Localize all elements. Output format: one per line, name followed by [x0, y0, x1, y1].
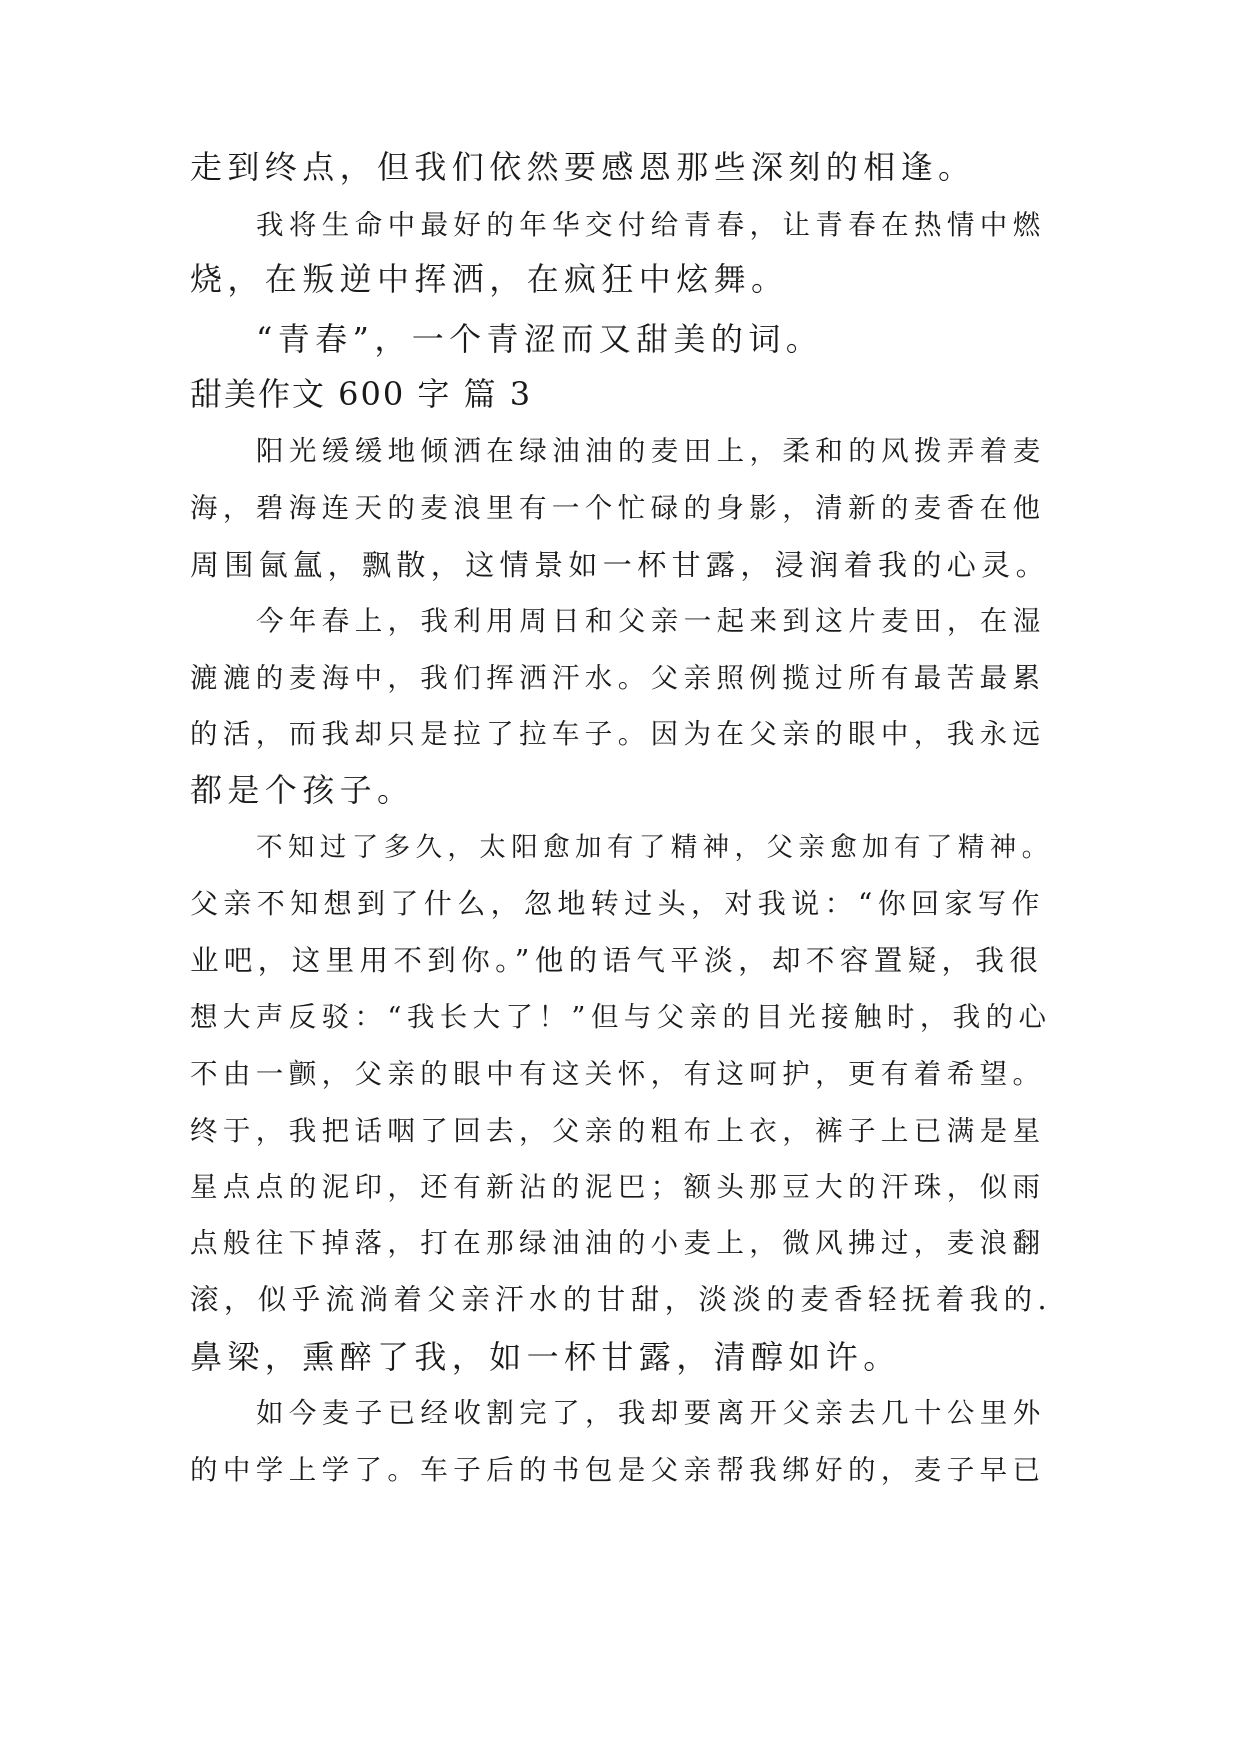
paragraph-line: 点般往下掉落，打在那绿油油的小麦上，微风拂过，麦浪翻 [190, 1227, 1046, 1259]
paragraph-line: 走到终点，但我们依然要感恩那些深刻的相逢。 [190, 148, 976, 186]
paragraph-line: 鼻梁，熏醉了我，如一杯甘露，清醇如许。 [190, 1338, 901, 1376]
paragraph-line: 的活，而我却只是拉了拉车子。因为在父亲的眼中，我永远 [190, 718, 1046, 750]
paragraph-line: 烧，在叛逆中挥洒，在疯狂中炫舞。 [190, 260, 789, 298]
paragraph-line: 海，碧海连天的麦浪里有一个忙碌的身影，清新的麦香在他 [190, 492, 1046, 524]
paragraph-line: 滚，似乎流淌着父亲汗水的甘甜，淡淡的麦香轻抚着我的. [190, 1283, 1052, 1316]
paragraph-line: 漉漉的麦海中，我们挥洒汗水。父亲照例揽过所有最苦最累 [190, 662, 1046, 694]
paragraph-line: 不知过了多久，太阳愈加有了精神，父亲愈加有了精神。 [256, 832, 1054, 863]
paragraph-line: 父亲不知想到了什么，忽地转过头，对我说：“你回家写作 [190, 887, 1045, 920]
paragraph-line: 周围氤氲，飘散，这情景如一杯甘露，浸润着我的心灵。 [190, 548, 1051, 582]
paragraph-line: 的中学上学了。车子后的书包是父亲帮我绑好的，麦子早已 [190, 1454, 1046, 1486]
paragraph-line: 如今麦子已经收割完了，我却要离开父亲去几十公里外 [256, 1397, 1046, 1429]
paragraph-line: “青春”，一个青涩而又甜美的词。 [256, 320, 824, 358]
paragraph-line: 我将生命中最好的年华交付给青春，让青春在热情中燃 [256, 209, 1046, 241]
paragraph-line: 业吧，这里用不到你。”他的语气平淡，却不容置疑，我很 [190, 944, 1044, 977]
paragraph-line: 想大声反驳：“我长大了！”但与父亲的目光接触时，我的心 [190, 1001, 1052, 1033]
paragraph-line: 不由一颤，父亲的眼中有这关怀，有这呵护，更有着希望。 [190, 1058, 1046, 1090]
paragraph-line: 今年春上，我利用周日和父亲一起来到这片麦田，在湿 [256, 605, 1046, 637]
section-heading: 甜美作文 600 字 篇 3 [190, 375, 533, 413]
paragraph-line: 星点点的泥印，还有新沾的泥巴；额头那豆大的汗珠，似雨 [190, 1171, 1046, 1203]
paragraph-line: 终于，我把话咽了回去，父亲的粗布上衣，裤子上已满是星 [190, 1115, 1046, 1147]
paragraph-line: 都是个孩子。 [190, 771, 415, 809]
paragraph-line: 阳光缓缓地倾洒在绿油油的麦田上，柔和的风拨弄着麦 [256, 435, 1046, 467]
